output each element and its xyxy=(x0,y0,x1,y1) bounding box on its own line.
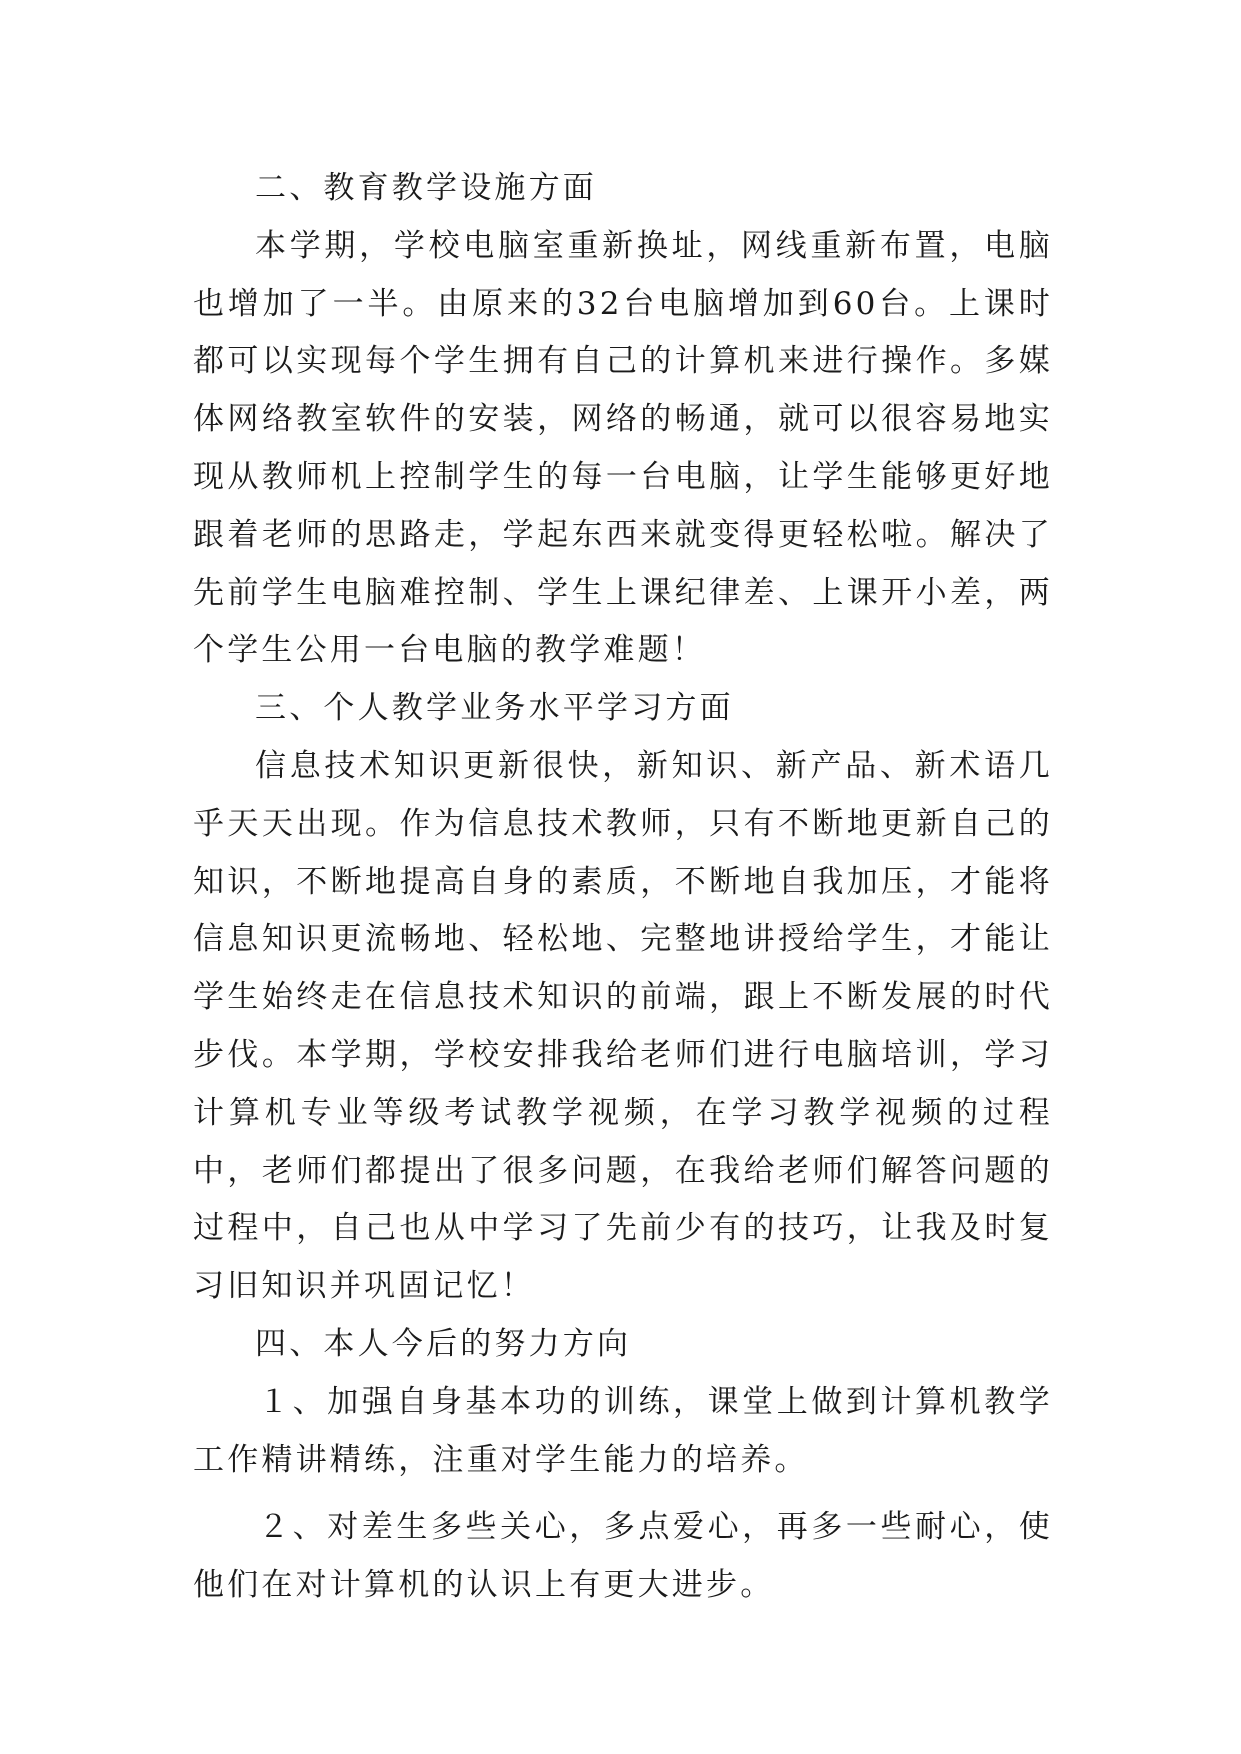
section-heading-facilities: 二、教育教学设施方面 xyxy=(255,170,597,206)
paragraph-personal-study: 信息技术知识更新很快，新知识、新产品、新术语几乎天天出现。作为信息技术教师，只有不断地更新自己的知识，不断地提高自身的素质，不断地自我加压，才能将信息知识更流畅地、轻松地、完整地讲授给学生，才能让学生始终走在信息技术知识的前端，跟上不断发展的时代步伐。本学期，学校安排我给老师们进行电脑培训，学习计算机专业等级考试教学视频，在学习教学视频的过程中，老师们都提出了很多问题，在我给老师们解答问题的过程中，自己也从中学习了先前少有的技巧，让我及时复习旧知识并巩固记忆！ xyxy=(193,747,1053,1305)
section-heading-future-direction: 四、本人今后的努力方向 xyxy=(255,1325,632,1362)
document-body xyxy=(193,160,1053,1615)
list-item: ２、对差生多些关心，多点爱心，再多一些耐心，使他们在对计算机的认识上有更大进步。 xyxy=(193,1509,1053,1604)
paragraph-facilities: 本学期，学校电脑室重新换址，网线重新布置，电脑也增加了一半。由原来的32台电脑增加到60台。上课时都可以实现每个学生拥有自己的计算机来进行操作。多媒体网络教室软件的安装，网络的畅通，就可以很容易地实现从教师机上控制学生的每一台电脑，让学生能够更好地跟着老师的思路走，学起东西来就变得更轻松啦。解决了先前学生电脑难控制、学生上课纪律差、上课开小差，两个学生公用一台电脑的教学难题！ xyxy=(193,227,1053,669)
section-heading-personal-study: 三、个人教学业务水平学习方面 xyxy=(255,690,734,727)
list-item: １、加强自身基本功的训练，课堂上做到计算机教学工作精讲精练，注重对学生能力的培养。 xyxy=(193,1383,1053,1478)
